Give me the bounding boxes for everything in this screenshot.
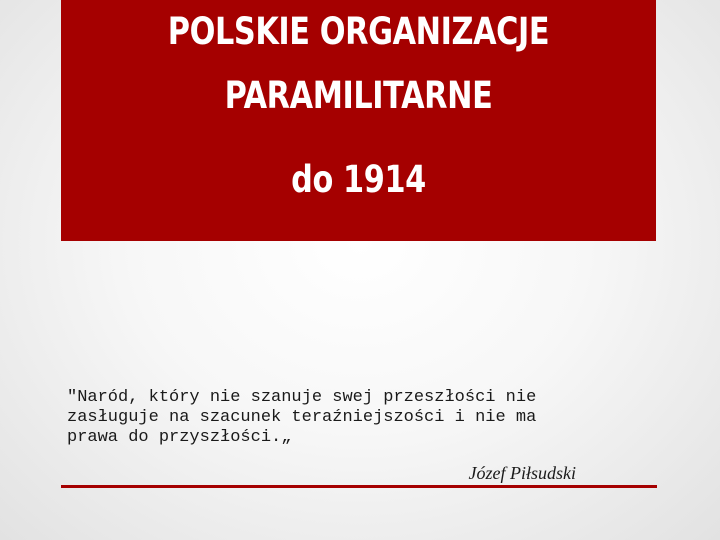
title-line-2: PARAMILITARNE	[224, 74, 493, 117]
quote-author: Józef Piłsudski	[468, 463, 576, 483]
title-banner	[61, 0, 656, 241]
divider-line	[61, 485, 657, 488]
title-line-1: POLSKIE ORGANIZACJE	[167, 10, 550, 53]
title-subtitle-year: do 1914	[291, 158, 426, 201]
quote-text: "Naród, który nie szanuje swej przeszłości nie zasługuje na szacunek teraźniejszości i nie ma prawa do przyszłości.„	[67, 388, 537, 447]
